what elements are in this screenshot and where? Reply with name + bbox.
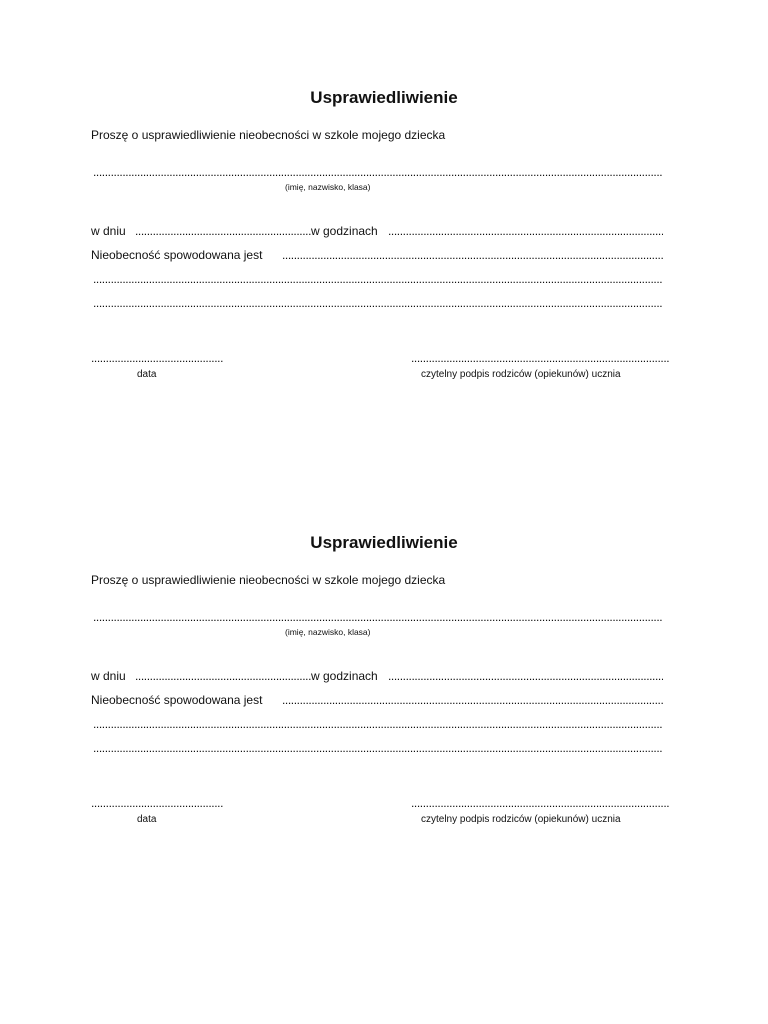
hours-label: w godzinach bbox=[311, 224, 378, 238]
reason-line-3[interactable] bbox=[93, 295, 663, 311]
student-name-line[interactable] bbox=[93, 609, 663, 625]
hours-label: w godzinach bbox=[311, 669, 378, 683]
request-text: Proszę o usprawiedliwienie nieobecności w szkole mojego dziecka bbox=[91, 128, 446, 142]
date-label: w dniu bbox=[91, 669, 126, 683]
date-caption: data bbox=[137, 814, 157, 825]
absence-hours-line[interactable] bbox=[388, 223, 663, 239]
absence-note-form-1 bbox=[0, 86, 768, 416]
form-title: Usprawiedliwienie bbox=[310, 88, 458, 107]
form-title: Usprawiedliwienie bbox=[310, 533, 458, 552]
reason-line-2[interactable] bbox=[93, 271, 663, 287]
signature-date-line[interactable] bbox=[91, 350, 224, 366]
reason-line-2[interactable] bbox=[93, 716, 663, 732]
signature-caption: czytelny podpis rodziców (opiekunów) ucznia bbox=[421, 369, 621, 380]
date-label: w dniu bbox=[91, 224, 126, 238]
student-name-line[interactable] bbox=[93, 164, 663, 180]
student-name-hint: (imię, nazwisko, klasa) bbox=[285, 627, 371, 637]
absence-date-line[interactable] bbox=[135, 668, 311, 684]
signature-caption: czytelny podpis rodziców (opiekunów) ucznia bbox=[421, 814, 621, 825]
reason-line-1[interactable] bbox=[282, 692, 663, 708]
date-caption: data bbox=[137, 369, 157, 380]
reason-label: Nieobecność spowodowana jest bbox=[91, 248, 263, 262]
reason-line-3[interactable] bbox=[93, 740, 663, 756]
absence-date-line[interactable] bbox=[135, 223, 311, 239]
parent-signature-line[interactable] bbox=[411, 795, 670, 811]
parent-signature-line[interactable] bbox=[411, 350, 670, 366]
reason-label: Nieobecność spowodowana jest bbox=[91, 693, 263, 707]
absence-note-form-2 bbox=[0, 531, 768, 861]
student-name-hint: (imię, nazwisko, klasa) bbox=[285, 182, 371, 192]
request-text: Proszę o usprawiedliwienie nieobecności w szkole mojego dziecka bbox=[91, 573, 446, 587]
reason-line-1[interactable] bbox=[282, 247, 663, 263]
signature-date-line[interactable] bbox=[91, 795, 224, 811]
absence-hours-line[interactable] bbox=[388, 668, 663, 684]
